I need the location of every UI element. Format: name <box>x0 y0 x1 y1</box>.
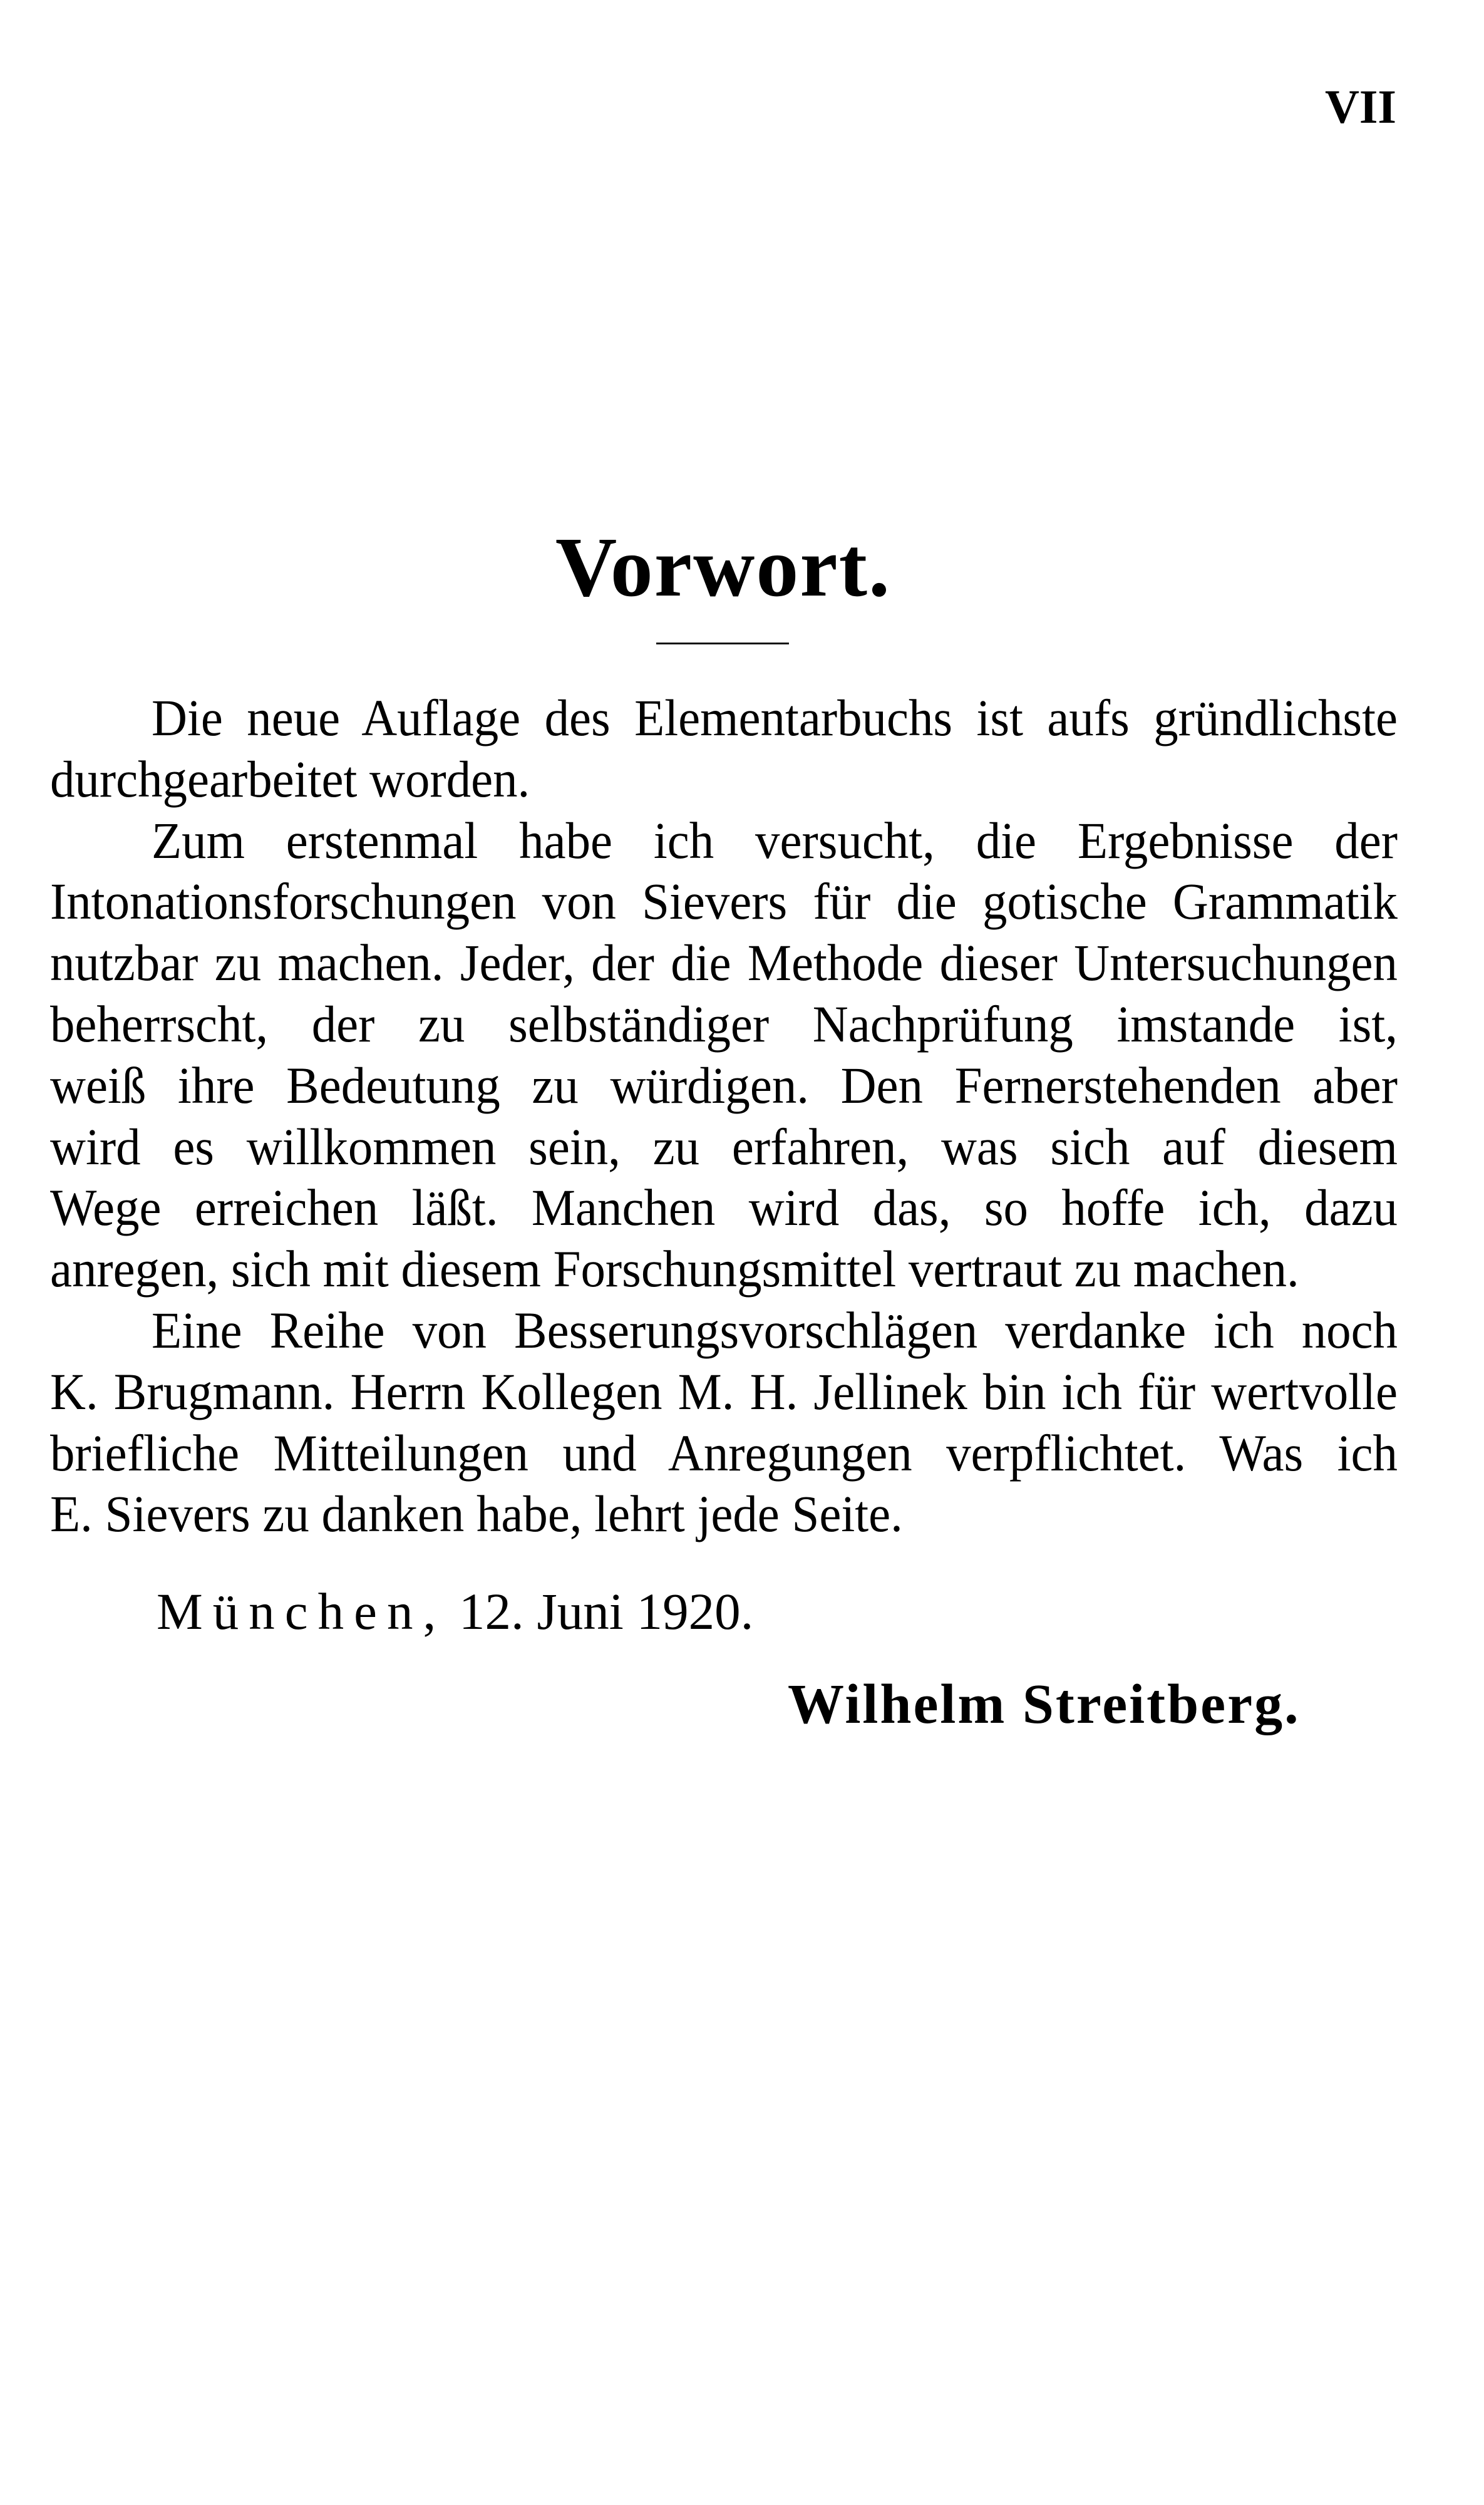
text-line: Wege erreichen läßt. Manchen wird das, so hoffe ich, dazu <box>50 1179 1398 1237</box>
text-line: Intonationsforschungen von Sievers für die gotische Grammatik <box>50 872 1398 931</box>
place-date <box>157 1583 754 1640</box>
text-line: Die neue Auflage des Elementarbuchs ist aufs gründlichste <box>152 689 1398 746</box>
text-line: durchgearbeitet worden. <box>50 750 530 808</box>
text-line: Zum erstenmal habe ich versucht, die Ergebnisse der <box>152 811 1398 869</box>
text-line: Eine Reihe von Besserungsvorschlägen verdanke ich noch <box>152 1301 1398 1359</box>
text-line: nutzbar zu machen. Jeder, der die Methode dieser Untersuchungen <box>50 934 1398 992</box>
place: München, <box>157 1583 446 1640</box>
text-line: beherrscht, der zu selbständiger Nachprüfung imstande ist, <box>50 995 1398 1053</box>
author-signature: Wilhelm Streitberg. <box>788 1673 1301 1735</box>
text-line: anregen, sich mit diesem Forschungsmittel vertraut zu machen. <box>50 1240 1299 1298</box>
text-line: briefliche Mitteilungen und Anregungen verpflichtet. Was ich <box>50 1423 1398 1482</box>
text-line: K. Brugmann. Herrn Kollegen M. H. Jellinek bin ich für wertvolle <box>50 1362 1398 1420</box>
text-line: E. Sievers zu danken habe, lehrt jede Seite. <box>50 1485 903 1543</box>
date: 12. Juni 1920. <box>458 1583 754 1640</box>
page-number: VII <box>1324 81 1396 133</box>
text-line: weiß ihre Bedeutung zu würdigen. Den Fernerstehenden aber <box>50 1056 1398 1114</box>
text-line: wird es willkommen sein, zu erfahren, was sich auf diesem <box>50 1117 1398 1175</box>
title-divider <box>656 643 789 644</box>
page-title: Vorwort. <box>555 520 891 614</box>
